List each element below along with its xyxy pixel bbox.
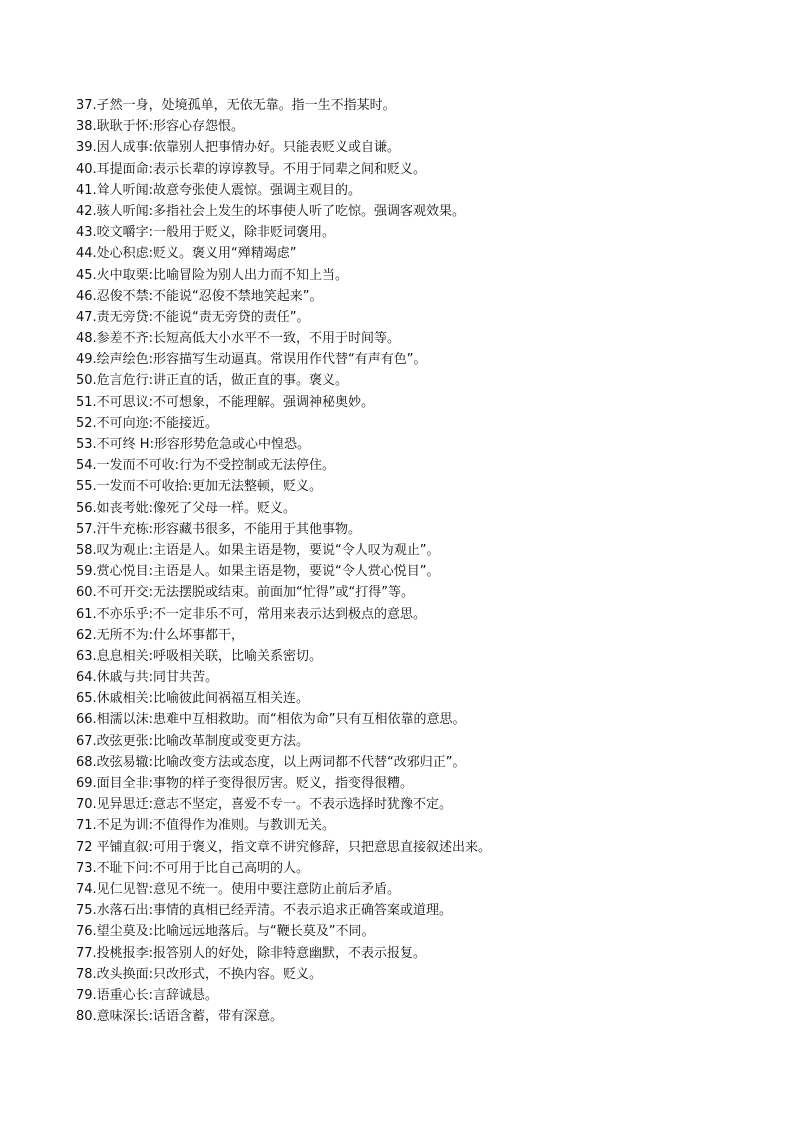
- entry-53: 53.不可终 H:形容形势危急或心中惶恐。: [76, 437, 310, 452]
- entry-51: 51.不可思议:不可想象，不能理解。强调神秘奥妙。: [76, 394, 375, 410]
- entry-74: 74.见仁见智:意见不统一。使用中要注意防止前后矛盾。: [76, 881, 401, 897]
- entry-61: 61.不亦乐乎:不一定非乐不可，常用来表示达到极点的意思。: [76, 606, 427, 622]
- entry-49: 49.绘声绘色:形容描写生动逼真。常误用作代替“有声有色”。: [76, 352, 427, 368]
- document-body: [76, 95, 766, 1027]
- entry-43: 43.咬文嚼字:一般用于贬义，除非贬词褒用。: [76, 225, 336, 241]
- entry-46: 46.忍俊不禁:不能说“忍俊不禁地笑起来”。: [76, 288, 323, 304]
- entry-80: 80.意味深长:话语含蓄，带有深意。: [76, 1009, 284, 1025]
- entry-68: 68.改弦易辙:比喻改变方法或态度，以上两词都不代替“改邪归正”。: [76, 754, 466, 770]
- entry-67: 67.改弦更张:比喻改革制度或变更方法。: [76, 733, 310, 749]
- entry-64: 64.休戚与共:同甘共苦。: [76, 670, 219, 686]
- entry-63: 63.息息相关:呼吸相关联，比喻关系密切。: [76, 648, 323, 664]
- entry-66: 66.相濡以沫:患难中互相救助。而“相依为命”只有互相依靠的意思。: [76, 712, 466, 728]
- entry-37: 37.孑然一身，处境孤单，无依无靠。指一生不指某时。: [76, 98, 396, 113]
- entry-78: 78.改头换面:只改形式，不换内容。贬义。: [76, 966, 323, 982]
- entry-76: 76.望尘莫及:比喻远远地落后。与“鞭长莫及”不同。: [76, 924, 375, 940]
- entry-45: 45.火中取栗:比喻冒险为别人出力而不知上当。: [76, 267, 349, 283]
- entry-54: 54.一发而不可收:行为不受控制或无法停住。: [76, 458, 336, 474]
- entry-72: 72 平铺直叙:可用于褒义，指文章不讲究修辞，只把意思直接叙述出来。: [76, 839, 492, 855]
- entry-77: 77.投桃报李:报答别人的好处，除非特意幽默，不表示报复。: [76, 945, 427, 961]
- entry-52: 52.不可向迩:不能接近。: [76, 415, 219, 431]
- entry-50: 50.危言危行:讲正直的话，做正直的事。褒义。: [76, 373, 349, 389]
- entry-73: 73.不耻下问:不可用于比自己高明的人。: [76, 860, 310, 876]
- entry-71: 71.不足为训:不值得作为准则。与教训无关。: [76, 818, 336, 834]
- entry-60: 60.不可开交:无法摆脱或结束。前面加“忙得”或“打得”等。: [76, 585, 414, 601]
- entry-48: 48.参差不齐:长短高低大小水平不一致，不用于时间等。: [76, 331, 401, 347]
- entry-59: 59.赏心悦目:主语是人。如果主语是物，要说“令人赏心悦目”。: [76, 564, 440, 580]
- entry-44: 44.处心积虑:贬义。褒义用“殚精竭虑”: [76, 246, 297, 262]
- entry-56: 56.如丧考妣:像死了父母一样。贬义。: [76, 500, 297, 516]
- entry-38: 38.耿耿于怀:形容心存怨恨。: [76, 119, 245, 135]
- entry-79: 79.语重心长:言辞诚恳。: [76, 987, 219, 1003]
- entry-42: 42.骇人听闻:多指社会上发生的坏事使人听了吃惊。强调客观效果。: [76, 203, 466, 219]
- entry-57: 57.汗牛充栋:形容藏书很多，不能用于其他事物。: [76, 521, 362, 537]
- entry-41: 41.耸人听闻:故意夸张使人震惊。强调主观目的。: [76, 182, 362, 198]
- entry-65: 65.休戚相关:比喻彼此间祸福互相关连。: [76, 691, 310, 707]
- entry-58: 58.叹为观止:主语是人。如果主语是物，要说“令人叹为观止”。: [76, 542, 440, 558]
- entry-69: 69.面目全非:事物的样子变得很厉害。贬义，指变得很糟。: [76, 776, 414, 791]
- entry-62: 62.无所不为:什么坏事都干，: [76, 627, 245, 643]
- entry-39: 39.因人成事:依靠别人把事情办好。只能表贬义或自谦。: [76, 140, 401, 156]
- entry-70: 70.见异思迁:意志不坚定，喜爱不专一。不表示选择时犹豫不定。: [76, 797, 453, 813]
- entry-55: 55.一发而不可收拾:更加无法整顿，贬义。: [76, 479, 323, 495]
- entry-75: 75.水落石出:事情的真相已经弄清。不表示追求正确答案或道理。: [76, 903, 453, 919]
- entry-47: 47.责无旁贷:不能说“责无旁贷的责任”。: [76, 309, 310, 325]
- entry-40: 40.耳提面命:表示长辈的谆谆教导。不用于同辈之间和贬义。: [76, 161, 427, 177]
